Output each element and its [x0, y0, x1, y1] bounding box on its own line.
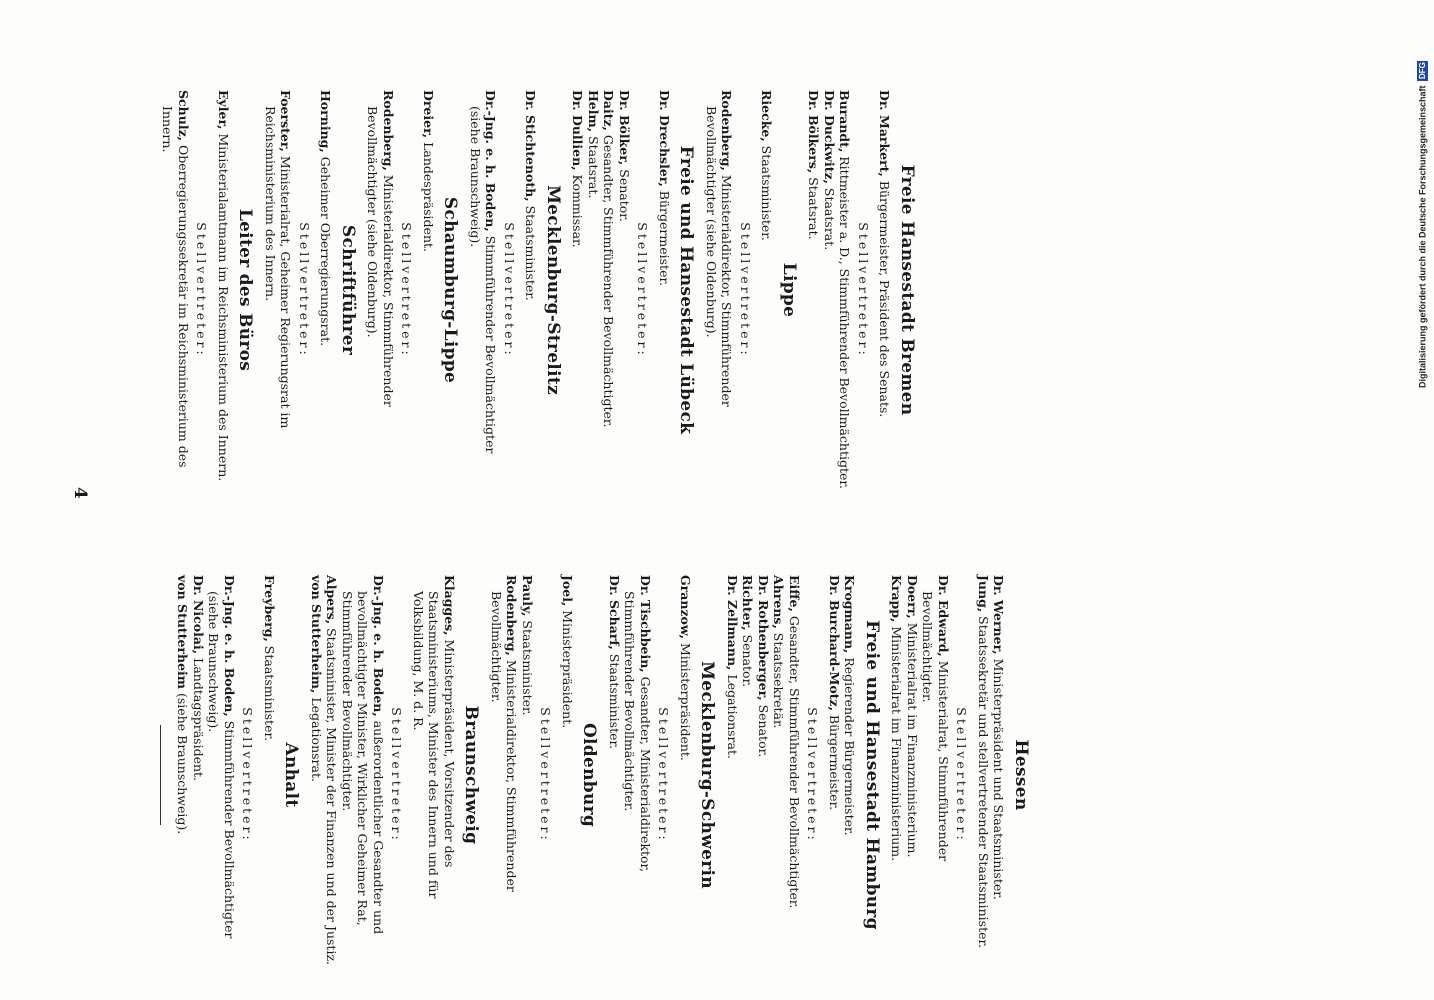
entry-name: Krogmann,	[842, 575, 858, 654]
deputies-label: Stellvertreter:	[502, 222, 517, 358]
deputy-entry	[206, 575, 237, 975]
entry-name: Rodenberg,	[504, 575, 520, 656]
member-entry	[318, 90, 334, 490]
entry-role: Senator.	[740, 630, 756, 688]
entry-name: Riecke,	[759, 90, 775, 142]
dfg-credit	[1417, 8, 1428, 388]
deputy-entry	[787, 575, 803, 975]
member-entry	[991, 575, 1007, 975]
section-divider	[160, 725, 161, 825]
section-title: Braunschweig	[461, 705, 482, 845]
deputies-label: Stellvertreter:	[399, 222, 415, 358]
entry-role: Geheimer Oberregierungsrat.	[318, 152, 334, 347]
deputies-label: Stellvertreter:	[240, 707, 256, 843]
entry-name: Dr. Edward,	[936, 575, 951, 657]
deputies-label: Stellvertreter:	[635, 222, 651, 358]
entry-role: Staatssekretär.	[771, 628, 787, 729]
deputy-entry	[822, 90, 838, 490]
entry-name: Richter,	[740, 575, 756, 631]
entry-role: Bürgermeister.	[827, 710, 842, 811]
entry-name: Dr. Drechsler,	[657, 90, 672, 187]
deputies-label: Stellvertreter:	[805, 707, 821, 843]
deputy-entry	[756, 575, 772, 975]
entry-name: Dr. Werner,	[991, 575, 1007, 655]
entry-name: Jung,	[976, 575, 991, 613]
deputy-entry	[740, 575, 756, 975]
member-entry	[759, 90, 775, 490]
right-column	[160, 90, 924, 490]
entry-name: Horning,	[318, 90, 334, 153]
entry-role: Ministerialrat, Stimmführender Bevollmächtigter.	[920, 591, 951, 862]
entry-name: Eiffe,	[787, 575, 802, 612]
member-entry	[216, 90, 232, 490]
entry-name: Dr.-Jng. e. h. Boden,	[483, 90, 499, 232]
member-entry	[877, 90, 893, 490]
entry-role: Staatssekretär und stellvertretender Staatsminister.	[976, 612, 991, 949]
section-title: Freie Hansestadt Bremen	[897, 164, 917, 416]
entry-name: Joel,	[560, 575, 575, 607]
deputy-entry	[622, 575, 653, 975]
entry-role: Bürgermeister, Präsident des Senats.	[877, 176, 893, 418]
deputy-entry	[586, 90, 602, 490]
entry-role: Oberregierungssekretär im Reichsministerium des Innern.	[160, 106, 191, 468]
entry-name: Dr. Nicolai,	[191, 575, 206, 655]
deputy-entry	[263, 90, 294, 490]
entry-role: Staatsminister.	[520, 616, 535, 716]
entry-name: Rodenberg,	[381, 90, 396, 171]
deputy-entry	[340, 575, 387, 975]
deputy-entry	[365, 90, 396, 490]
entry-role: Ministerialrat im Finanzministerium.	[905, 618, 920, 858]
deputy-entry	[837, 90, 853, 490]
entry-role: Stimmführender Bevollmächtigter (siehe Braunschweig).	[206, 591, 237, 939]
entry-name: Burandt,	[837, 90, 853, 153]
entry-role: Landtagspräsident.	[191, 654, 206, 782]
deputies-label: Stellvertreter:	[538, 707, 554, 843]
entry-role: Ministerpräsident, Vorsitzender des Staatsministeriums, Minister des Innern und für Volksbildung, M. d. R.	[411, 591, 457, 899]
member-entry	[560, 575, 576, 975]
entry-name: Dr.-Jng. e. h. Boden,	[371, 575, 386, 717]
section-title: Lippe	[779, 262, 799, 318]
entry-role: Ministerialrat im Finanzministerium.	[889, 622, 905, 862]
entry-name: Dr. Bölker,	[617, 90, 632, 166]
deputies-label: Stellvertreter:	[856, 222, 871, 358]
entry-name: Dr. Burchard-Motz,	[827, 575, 842, 711]
member-entry	[421, 90, 437, 490]
deputy-entry	[489, 575, 520, 975]
deputies-label: Stellvertreter:	[297, 222, 312, 358]
entry-name: Ahrens,	[771, 575, 787, 629]
deputy-entry	[607, 575, 623, 975]
deputy-entry	[617, 90, 633, 490]
entry-role: Staatsminister.	[607, 649, 622, 750]
member-entry	[842, 575, 858, 975]
section-title: Freie und Hansestadt Lübeck	[676, 145, 697, 435]
left-column	[160, 575, 1038, 975]
entry-name: Schulz,	[176, 90, 191, 142]
section-title: Schaumburg-Lippe	[440, 196, 461, 384]
entry-role: Gesandter, Stimmführender Bevollmächtigter.	[787, 611, 802, 909]
entry-role: Legationsrat.	[309, 693, 324, 782]
entry-name: Dr. Bölkers,	[806, 90, 822, 174]
entry-role: Senator.	[617, 165, 632, 222]
deputies-label: Stellvertreter:	[194, 222, 210, 358]
entry-role: Bürgermeister.	[657, 186, 672, 287]
entry-role: Regierender Bürgermeister.	[842, 653, 858, 836]
entry-role: Staatsminister.	[523, 201, 539, 301]
left-column-content	[160, 575, 1031, 975]
entry-name: Dr. Tischbein,	[638, 575, 653, 673]
member-entry	[678, 575, 694, 975]
entry-role: Rittmeister a. D., Stimmführender Bevollmächtigter.	[837, 152, 853, 489]
entry-role: Ministerialdirektor, Stimmführender Bevollmächtigter (siehe Oldenburg).	[704, 106, 735, 407]
member-entry	[976, 575, 992, 975]
entry-role: Staatsminister, Minister der Finanzen und der Justiz.	[324, 624, 340, 966]
credit-text: Digitalisierung gefördert durch die Deutsche Forschungsgemeinschaft	[1417, 85, 1428, 388]
entry-role: Staatsrat.	[822, 183, 837, 251]
entry-role: Ministerpräsident.	[560, 606, 575, 729]
member-entry	[411, 575, 458, 975]
deputy-entry	[725, 575, 741, 975]
entry-name: Alpers,	[324, 575, 340, 625]
entry-role: Staatsminister.	[759, 141, 775, 241]
member-entry	[262, 575, 278, 975]
deputy-entry	[704, 90, 735, 490]
entry-name: Helm,	[586, 90, 601, 133]
entry-name: Krapp,	[889, 575, 905, 623]
right-column-content	[160, 90, 917, 490]
entry-role: Staatsrat.	[806, 173, 822, 240]
deputies-label: Stellvertreter:	[389, 707, 405, 843]
deputy-entry	[309, 575, 325, 975]
member-entry	[827, 575, 843, 975]
entry-name: Dr. Rothenberger,	[756, 575, 771, 701]
deputy-entry	[889, 575, 905, 975]
deputy-entry	[806, 90, 822, 490]
section-title: Leiter des Büros	[235, 208, 256, 372]
entry-role: Ministerialamtmann im Reichsministerium des Innern.	[216, 129, 231, 482]
entry-name: Dr. Zellmann,	[725, 575, 740, 671]
entry-name: Klagges,	[442, 575, 457, 636]
deputy-entry	[324, 575, 340, 975]
deputies-label: Stellvertreter:	[954, 707, 970, 843]
entry-role: Ministerpräsident und Staatsminister.	[991, 654, 1007, 900]
entry-role: Senator.	[756, 700, 771, 758]
entry-role: Ministerialdirektor, Stimmführender Bevollmächtigter.	[489, 591, 520, 892]
entry-role: außerordentlicher Gesandter und bevollmächtigter Minister, Wirklicher Geheimer Rat, Stimmführender Bevollmächtigter.	[340, 591, 386, 935]
section-title: Hessen	[1011, 739, 1031, 811]
entry-name: von Stutterheim,	[309, 575, 324, 694]
entry-name: Dr. Scharf,	[607, 575, 622, 650]
entry-name: Foerster,	[278, 90, 294, 152]
page-number: 4	[70, 487, 90, 499]
entry-role: Staatsrat.	[586, 132, 601, 199]
member-entry	[657, 90, 673, 490]
entry-name: Eyler,	[216, 90, 231, 130]
entry-role: Legationsrat.	[725, 670, 740, 759]
deputy-entry	[771, 575, 787, 975]
deputy-entry	[160, 90, 191, 490]
entry-role: Kommissar.	[570, 170, 586, 248]
deputy-entry	[191, 575, 207, 975]
entry-role: Ministerialdirektor, Stimmführender Bevollmächtigter (siehe Oldenburg).	[365, 106, 396, 407]
entry-role: (siehe Braunschweig).	[175, 689, 191, 835]
entry-name: Rodenberg,	[719, 90, 735, 171]
entry-name: Dr. Duckwitz,	[822, 90, 837, 184]
entry-role: Ministerpräsident.	[678, 638, 693, 761]
entry-name: Dr. Dullien,	[570, 90, 586, 171]
entry-role: Stimmführender Bevollmächtigter (siehe Braunschweig).	[468, 106, 499, 454]
entry-name: Doerr,	[905, 575, 920, 619]
deputy-entry	[570, 90, 586, 490]
entry-name: Granzow,	[678, 575, 693, 639]
section-title: Schriftführer	[338, 224, 358, 356]
deputies-label: Stellvertreter:	[738, 222, 753, 358]
section-title: Anhalt	[281, 742, 302, 808]
entry-role: Gesandter, Ministerialdirektor, Stimmführender Bevollmächtigter.	[622, 591, 653, 873]
deputy-entry	[520, 575, 536, 975]
section-title: Freie und Hansestadt Hamburg	[862, 620, 882, 930]
entry-name: Pauly,	[520, 575, 535, 617]
deputy-entry	[468, 90, 499, 490]
entry-name: Dreier,	[421, 90, 436, 139]
deputies-label: Stellvertreter:	[656, 707, 672, 843]
entry-role: Gesandter, Stimmführender Bevollmächtigter.	[601, 130, 617, 428]
dfg-logo-icon: DFG	[1418, 62, 1427, 80]
entry-name: Dr. Stichtenoth,	[523, 90, 539, 202]
member-entry	[523, 90, 539, 490]
entry-role: Ministerialrat, Geheimer Regierungsrat im Reichsministerium des Innern.	[263, 106, 294, 429]
entry-role: Staatsminister.	[262, 641, 277, 742]
entry-name: Dr.-Jng. e. h. Boden,	[222, 575, 237, 717]
section-title: Mecklenburg-Schwerin	[697, 661, 718, 889]
deputy-entry	[920, 575, 951, 975]
section-title: Mecklenburg-Strelitz	[543, 185, 563, 395]
entry-role: Landespräsident.	[421, 138, 436, 252]
entry-name: von Stutterheim	[175, 575, 191, 690]
section-title: Oldenburg	[579, 722, 600, 828]
entry-name: Freyberg,	[262, 575, 277, 642]
deputy-entry	[175, 575, 191, 975]
entry-name: Dr. Markert,	[877, 90, 893, 177]
deputy-entry	[905, 575, 921, 975]
deputy-entry	[601, 90, 617, 490]
entry-name: Daitz,	[601, 90, 617, 131]
